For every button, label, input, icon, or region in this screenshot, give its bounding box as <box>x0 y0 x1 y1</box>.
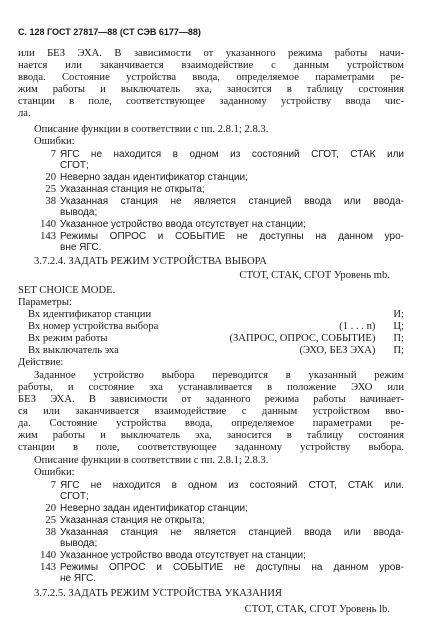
error-text: СГОТ; <box>60 491 89 502</box>
paragraph-line: ввода. Состояние устройства ввода, определяемое параметрами ре- <box>18 72 404 83</box>
paragraph-line: БЕЗ ЭХА. В зависимости от заданного режима работы начинает- <box>18 394 404 405</box>
error-code: 143 <box>40 562 56 573</box>
error-code: 38 <box>45 527 56 538</box>
error-text: Неверно задан идентификатор станции; <box>60 172 248 183</box>
error-text: Указанная станция не является станцией ввода или ввода- <box>60 527 404 538</box>
error-text: Указанное устройство ввода отсутствует на станции; <box>60 219 306 230</box>
paragraph-line: станции в поле, соответствующее заданному устройству ввода чис- <box>18 96 404 107</box>
error-text: Неверно задан идентификатор станции; <box>60 503 248 514</box>
parameter-range: (ЭХО, БЕЗ ЭХА) <box>299 345 376 356</box>
error-text: Указанная станция не открыта; <box>60 184 205 195</box>
error-code: 7 <box>50 480 56 491</box>
error-text: Режимы ОПРОС и СОБЫТИЕ не доступны на данном уро- <box>60 231 404 242</box>
error-code: 20 <box>45 172 56 183</box>
section-title: 3.7.2.4. ЗАДАТЬ РЕЖИМ УСТРОЙСТВА ВЫБОРА <box>34 256 267 267</box>
parameter-name: Вх номер устройства выбора <box>28 321 159 332</box>
error-code: 20 <box>45 503 56 514</box>
parameter-row <box>28 333 404 345</box>
error-code: 25 <box>45 515 56 526</box>
paragraph-line: Заданное устройство выбора переводится в указанный режим <box>34 370 404 381</box>
paragraph-line: ла. <box>18 108 31 119</box>
parameter-type: П; <box>393 345 404 356</box>
function-description: Описание функции в соответствии с пп. 2.8.1; 2.8.3. <box>34 124 269 135</box>
paragraph-line: или БЕЗ ЭХА. В зависимости от указанного режима работы начи- <box>18 48 404 59</box>
parameter-name: Вх режим работы <box>28 333 108 344</box>
page-header: С. 128 ГОСТ 27817—88 (СТ СЭВ 6177—88) <box>18 27 201 37</box>
parameter-name: Вх выключатель эха <box>28 345 119 356</box>
error-text: Указанное устройство ввода отсутствует на станции; <box>60 550 306 561</box>
errors-label: Ошибки: <box>34 467 75 478</box>
section-function-name: SET CHOICE MODE. <box>18 285 116 296</box>
paragraph-line: нается или заканчивается взаимодействие с данным устройством <box>18 60 404 71</box>
parameter-row <box>28 321 404 333</box>
error-text: вывода; <box>60 538 98 549</box>
paragraph-line: ся или заканчивается взаимодействие с данным устройством вво- <box>18 406 404 417</box>
parameter-row <box>28 345 404 357</box>
paragraph-line: работы, и состояние эха устанавливается в положение ЭХО или <box>18 382 404 393</box>
parameter-type: П; <box>393 333 404 344</box>
error-text: не ЯГС. <box>60 573 97 584</box>
error-text: вне ЯГС. <box>60 242 102 253</box>
paragraph-line: жим работы и выключатель эха, заносится в таблицу состояния <box>18 84 404 95</box>
error-text: ЯГС не находится в одном из состояний СГОТ, СТАК или <box>60 149 404 160</box>
parameter-range <box>151 309 393 321</box>
paragraph-line: да. Состояние устройства ввода, определяемое параметрами ре- <box>18 418 404 429</box>
error-code: 38 <box>45 196 56 207</box>
errors-label: Ошибки: <box>34 136 75 147</box>
paragraph-line: станции в поле, соответствующее заданному устройству выбора. <box>18 442 404 453</box>
error-text: СГОТ; <box>60 160 89 171</box>
error-code: 140 <box>40 550 56 561</box>
action-label: Действие: <box>18 357 64 368</box>
parameter-type: И; <box>393 309 404 320</box>
section-states: СТОТ, СТАК, СГОТ Уровень mb. <box>239 270 390 281</box>
parameter-range: (ЗАПРОС, ОПРОС, СОБЫТИЕ) <box>229 333 376 344</box>
error-text: ЯГС не находится в одном из состояний СТОТ, СТАК или. <box>60 480 404 491</box>
error-code: 140 <box>40 219 56 230</box>
error-code: 7 <box>50 149 56 160</box>
section-title: 3.7.2.5. ЗАДАТЬ РЕЖИМ УСТРОЙСТВА УКАЗАНИЯ <box>34 588 282 599</box>
section-states: СТОТ, СТАК, СГОТ Уровень lb. <box>244 604 390 615</box>
error-text: Указанная станция не открыта; <box>60 515 205 526</box>
error-text: Режимы ОПРОС и СОБЫТИЕ не доступны на данном уров- <box>60 562 404 573</box>
parameter-range: (1 . . . n) <box>339 321 376 332</box>
parameters-label: Параметры: <box>18 297 72 308</box>
parameter-type: Ц; <box>393 321 404 332</box>
error-text: вывода; <box>60 207 98 218</box>
function-description: Описание функции в соответствии с пп. 2.8.1; 2.8.3. <box>34 455 269 466</box>
paragraph-line: жим работы и выключатель эха, заносится в таблицу состояния <box>18 430 404 441</box>
parameter-row <box>28 309 404 321</box>
error-code: 143 <box>40 231 56 242</box>
error-text: Указанная станция не является станцией ввода или ввода- <box>60 196 404 207</box>
parameter-name: Вх идентификатор станции <box>28 309 152 320</box>
error-code: 25 <box>45 184 56 195</box>
